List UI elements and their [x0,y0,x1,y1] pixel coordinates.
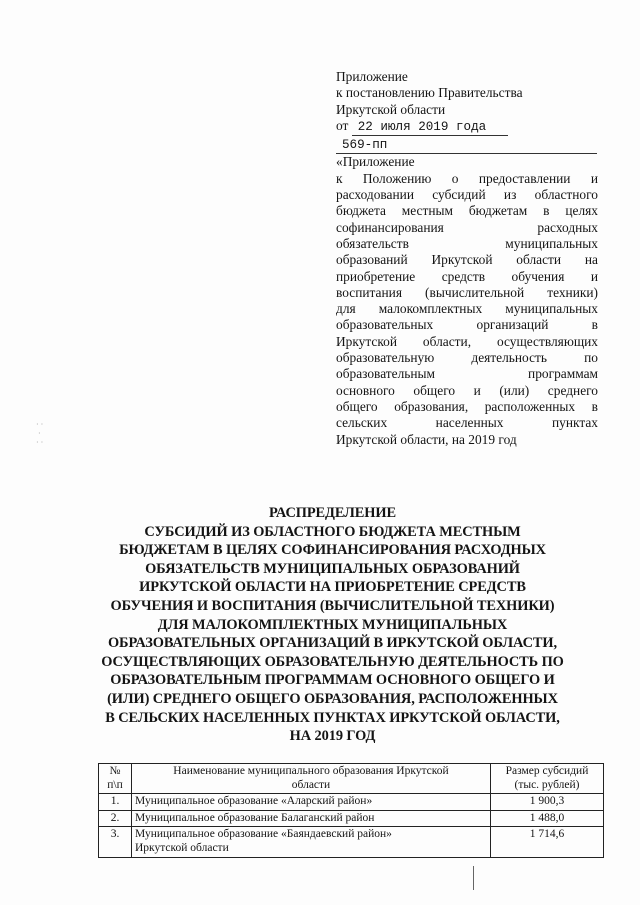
row-number: 1. [99,794,132,811]
scan-specks: · · · · · [36,420,44,447]
title-line: ОБЯЗАТЕЛЬСТВ МУНИЦИПАЛЬНЫХ ОБРАЗОВАНИЙ [145,560,520,577]
annex-body-line: образовательную деятельность по [336,350,598,366]
header-amount-line2: (тыс. рублей) [514,778,580,791]
subsidy-table [98,763,604,858]
annex-body-line: приобретение средств обучения и [336,268,598,284]
title-line: ОБУЧЕНИЯ И ВОСПИТАНИЯ (ВЫЧИСЛИТЕЛЬНОЙ ТЕХНИКИ) [110,597,555,614]
date-prefix: от [336,117,349,133]
header-amount-line1: Размер субсидий [505,765,589,777]
resolution-number: 569-пп [336,137,597,154]
annex-body-line: Иркутской области, осуществляющих [336,333,598,349]
row-name: Муниципальное образование «Аларский район» [132,794,491,811]
annex-body-line: образовательных организаций в [336,317,598,333]
annex-block [336,69,598,448]
annex-body-line: образований Иркутской области на [336,252,598,268]
annex-body-line: расходовании субсидий из областного [336,187,598,203]
annex-body-line: образовательным программам [336,366,598,382]
row-number: 3. [99,827,132,857]
row-amount: 1 714,6 [491,827,604,857]
header-number-line2: п\п [107,778,123,791]
title-line: НА 2019 ГОД [289,728,376,745]
resolution-date: 22 июля 2019 года [352,119,508,136]
row-number: 2. [99,810,132,827]
row-amount: 1 488,0 [491,810,604,827]
annex-body-line: к Положению о предоставлении и [336,170,598,186]
annex-label: Приложение [336,69,408,84]
annex-body-line: сельских населенных пунктах [336,415,598,431]
title-line: ОСУЩЕСТВЛЯЮЩИХ ОБРАЗОВАТЕЛЬНУЮ ДЕЯТЕЛЬНОСТЬ ПО [101,653,564,670]
annex-body-last-line: Иркутской области, на 2019 год [336,431,517,447]
table-row [99,810,604,827]
annex-number-line [336,136,598,154]
table-row [99,827,604,857]
table-row [99,794,604,811]
title-line: ОБРАЗОВАТЕЛЬНЫХ ОРГАНИЗАЦИЙ В ИРКУТСКОЙ ОБЛАСТИ, [107,635,558,652]
header-number-line1: № [109,765,121,777]
header-name [132,764,491,794]
header-name-line2: области [291,778,331,791]
scan-mark [473,866,474,890]
title-line: ИРКУТСКОЙ ОБЛАСТИ НА ПРИОБРЕТЕНИЕ СРЕДСТВ [139,579,526,596]
table-header-row [99,764,604,794]
header-amount [491,764,604,794]
row-name-line2: Иркутской области [135,841,229,854]
annex-subtitle: «Приложение [336,154,415,170]
annex-body-line: общего образования, расположенных в [336,398,598,414]
row-amount: 1 900,3 [491,794,604,811]
document-title [80,504,585,746]
annex-body-line: воспитания (вычислительной техники) [336,284,598,300]
header-number [99,764,132,794]
annex-body-line: основного общего и (или) среднего [336,382,598,398]
row-name-line1: Муниципальное образование «Баяндаевский район» [135,828,392,841]
title-line: ОБРАЗОВАТЕЛЬНЫМ ПРОГРАММАМ ОСНОВНОГО ОБЩЕГО И [110,672,555,689]
title-line: В СЕЛЬСКИХ НАСЕЛЕННЫХ ПУНКТАХ ИРКУТСКОЙ ОБЛАСТИ, [105,709,560,726]
annex-region: Иркутской области [336,101,446,117]
title-line: СУБСИДИЙ ИЗ ОБЛАСТНОГО БЮДЖЕТА МЕСТНЫМ [144,523,521,540]
row-name [132,827,491,857]
annex-body-line: софинансирования расходных [336,219,598,235]
annex-body-line: для малокомплектных муниципальных [336,301,598,317]
row-name: Муниципальное образование Балаганский район [132,810,491,827]
title-line: РАСПРЕДЕЛЕНИЕ [269,505,396,521]
title-line: БЮДЖЕТАМ В ЦЕЛЯХ СОФИНАНСИРОВАНИЯ РАСХОДНЫХ [119,542,546,559]
annex-body-line: бюджета местным бюджетам в целях [336,203,598,219]
annex-date-line [336,118,598,136]
annex-body-line: обязательств муниципальных [336,235,598,251]
header-name-line1: Наименование муниципального образования Иркутской [173,765,449,777]
annex-resolution: к постановлению Правительства [336,85,523,101]
title-line: (ИЛИ) СРЕДНЕГО ОБЩЕГО ОБРАЗОВАНИЯ, РАСПОЛОЖЕННЫХ [107,690,558,707]
title-line: ДЛЯ МАЛОКОМПЛЕКТНЫХ МУНИЦИПАЛЬНЫХ [157,616,508,633]
